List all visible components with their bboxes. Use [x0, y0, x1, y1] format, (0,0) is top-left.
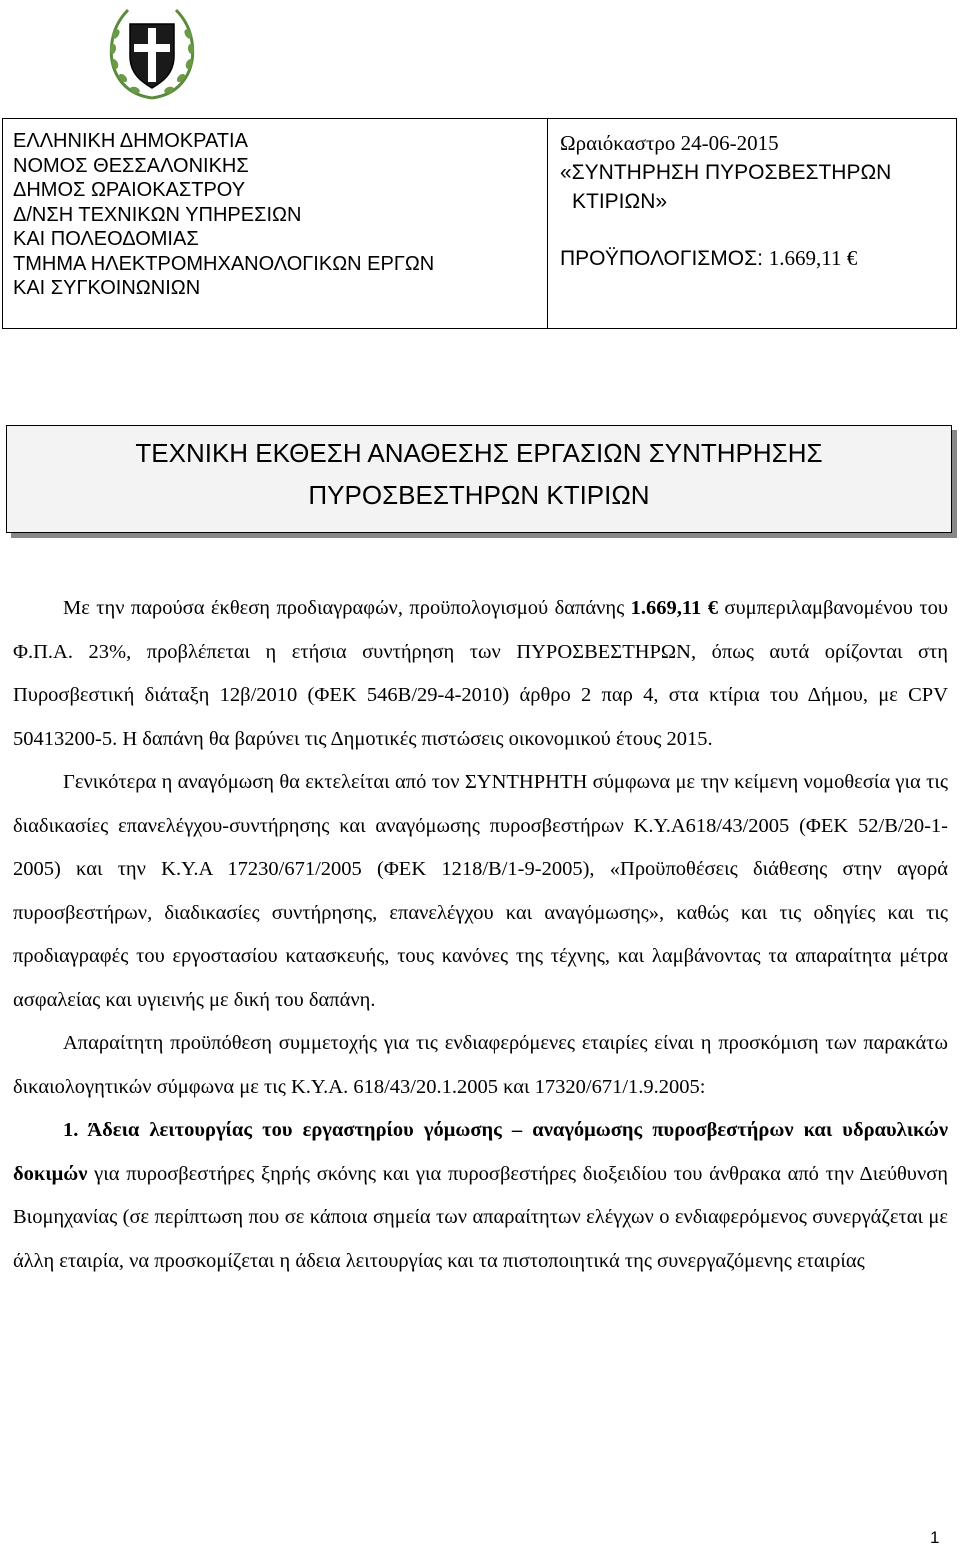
paragraph-intro [13, 587, 948, 761]
hellenic-republic-emblem-icon [104, 4, 200, 104]
intro-text-a: Με την παρούσα έκθεση προδιαγραφών, προϋπολογισμού δαπάνης [63, 597, 631, 619]
title-line1: ΤΕΧΝΙΚΗ ΕΚΘΕΣΗ ΑΝΑΘΕΣΗΣ ΕΡΓΑΣΙΩΝ ΣΥΝΤΗΡΗΣΗΣ [135, 438, 823, 468]
authority-line: ΕΛΛΗΝΙΚΗ ΔΗΜΟΚΡΑΤΙΑ [13, 130, 248, 152]
budget-label: ΠΡΟΫΠΟΛΟΓΙΣΜΟΣ: [560, 247, 763, 270]
authority-line: ΚΑΙ ΣΥΓΚΟΙΝΩΝΙΩΝ [13, 277, 201, 299]
project-name-line2: ΚΤΙΡΙΩΝ» [572, 190, 668, 213]
project-name-line1: «ΣΥΝΤΗΡΗΣΗ ΠΥΡΟΣΒΕΣΤΗΡΩΝ [560, 161, 892, 184]
requirement-item-1-heading: 1. Άδεια λειτουργίας του εργαστηρίου γόμωσης – αναγόμωσης πυροσβεστήρων και υδραυλικών δοκιμών [13, 1119, 948, 1185]
authority-line: ΤΜΗΜΑ ΗΛΕΚΤΡΟΜΗΧΑΝΟΛΟΓΙΚΩΝ ΕΡΓΩΝ [13, 252, 435, 275]
intro-amount: 1.669,11 € [630, 597, 718, 619]
document-title [6, 425, 952, 533]
requirement-item-1-text: για πυροσβεστήρες ξηρής σκόνης και για πυροσβεστήρες διοξειδίου του άνθρακα από την Διεύθυνση Βιομηχανίας (σε περίπτωση που σε κάποια σημεία των απαραίτητων ελέγχων ο ενδιαφερόμενος συνεργάζεται με άλλη εταιρία, να προσκομίζεται η άδεια λειτουργίας και τα πιστοποιητικά της συνεργαζόμενης εταιρίας [13, 1162, 948, 1272]
place-date: Ωραιόκαστρο 24-06-2015 [560, 131, 779, 155]
budget-line [560, 244, 956, 273]
title-line2: ΠΥΡΟΣΒΕΣΤΗΡΩΝ ΚΤΙΡΙΩΝ [308, 480, 650, 510]
intro-text-b: συμπεριλαμβανομένου του Φ.Π.Α. 23%, προβλέπεται η ετήσια συντήρηση των ΠΥΡΟΣΒΕΣΤΗΡΩΝ, όπως αυτά ορίζονται στη Πυροσβεστική διάταξη 12β/2010 (ΦΕΚ 546Β/29-4-2010) άρθρο 2 παρ 4, στα κτίρια του Δήμου, με CPV 50413200-5. Η δαπάνη θα βαρύνει τις Δημοτικές πιστώσεις οικονομικού έτους 2015. [13, 597, 949, 750]
header-table [2, 118, 957, 329]
authority-line: ΝΟΜΟΣ ΘΕΣΣΑΛΟΝΙΚΗΣ [13, 154, 249, 177]
project-info-block [548, 119, 956, 328]
budget-value: 1.669,11 € [768, 246, 858, 270]
authority-line: Δ/ΝΣΗ ΤΕΧΝΙΚΩΝ ΥΠΗΡΕΣΙΩΝ [13, 203, 302, 226]
requirement-item-1 [13, 1109, 948, 1283]
authority-line: ΚΑΙ ΠΟΛΕΟΔΟΜΙΑΣ [13, 228, 199, 250]
paragraph-maintenance: Γενικότερα η αναγόμωση θα εκτελείται από τον ΣΥΝΤΗΡΗΤΗ σύμφωνα με την κείμενη νομοθεσία για τις διαδικασίες επανελέγχου-συντήρησης και αναγόμωσης πυροσβεστήρων Κ.Υ.Α618/43/2005 (ΦΕΚ 52/Β/20-1-2005) και την Κ.Υ.Α 17230/671/2005 (ΦΕΚ 1218/Β/1-9-2005), «Προϋποθέσεις διάθεσης στην αγορά πυροσβεστήρων, διαδικασίες συντήρησης, επανελέγχου και αναγόμωσης», καθώς και τις οδηγίες και τις προδιαγραφές του εργοστασίου κατασκευής, τους κανόνες της τέχνης, και λαμβάνοντας τα απαραίτητα μέτρα ασφαλείας και υγιεινής με δική του δαπάνη. [13, 771, 948, 1011]
issuing-authority-block [3, 119, 548, 328]
paragraph-requirements: Απαραίτητη προϋπόθεση συμμετοχής για τις ενδιαφερόμενες εταιρίες είναι η προσκόμιση των παρακάτω δικαιολογητικών σύμφωνα με τις Κ.Υ.Α. 618/43/20.1.2005 και 17320/671/1.9.2005: [13, 1032, 948, 1098]
document-body [13, 587, 948, 1283]
authority-line: ΔΗΜΟΣ ΩΡΑΙΟΚΑΣΤΡΟΥ [13, 179, 246, 201]
page-number: 1 [930, 1528, 940, 1547]
